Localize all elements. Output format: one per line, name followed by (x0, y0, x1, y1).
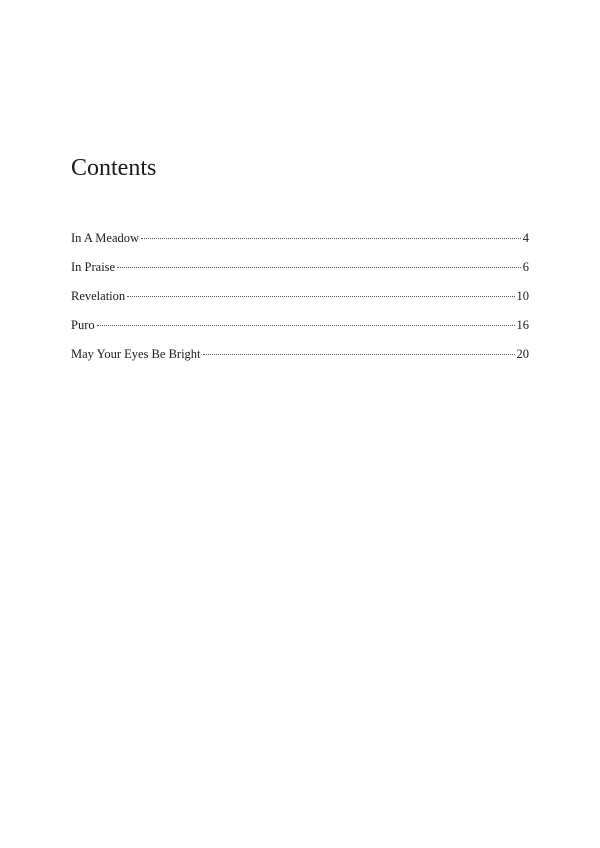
toc-entry[interactable] (71, 228, 529, 248)
dot-leader (203, 354, 515, 355)
toc-entry-title: Puro (71, 318, 95, 332)
toc-page-number: 10 (516, 289, 529, 303)
toc-entry[interactable] (71, 257, 529, 277)
toc-entry[interactable] (71, 286, 529, 306)
toc-entry[interactable] (71, 315, 529, 335)
dot-leader (117, 267, 521, 268)
toc-page-number: 16 (516, 318, 529, 332)
toc-entry-title: May Your Eyes Be Bright (71, 347, 201, 361)
dot-leader (141, 238, 521, 239)
toc-page-number: 6 (522, 260, 529, 274)
dot-leader (127, 296, 514, 297)
dot-leader (97, 325, 515, 326)
toc-page-number: 20 (516, 347, 529, 361)
toc-entry-title: Revelation (71, 289, 126, 303)
toc-entry-title: In A Meadow (71, 231, 140, 245)
table-of-contents (71, 228, 529, 373)
toc-page-number: 4 (522, 231, 529, 245)
toc-entry-title: In Praise (71, 260, 116, 274)
page-title: Contents (71, 155, 157, 181)
toc-entry[interactable] (71, 344, 529, 364)
